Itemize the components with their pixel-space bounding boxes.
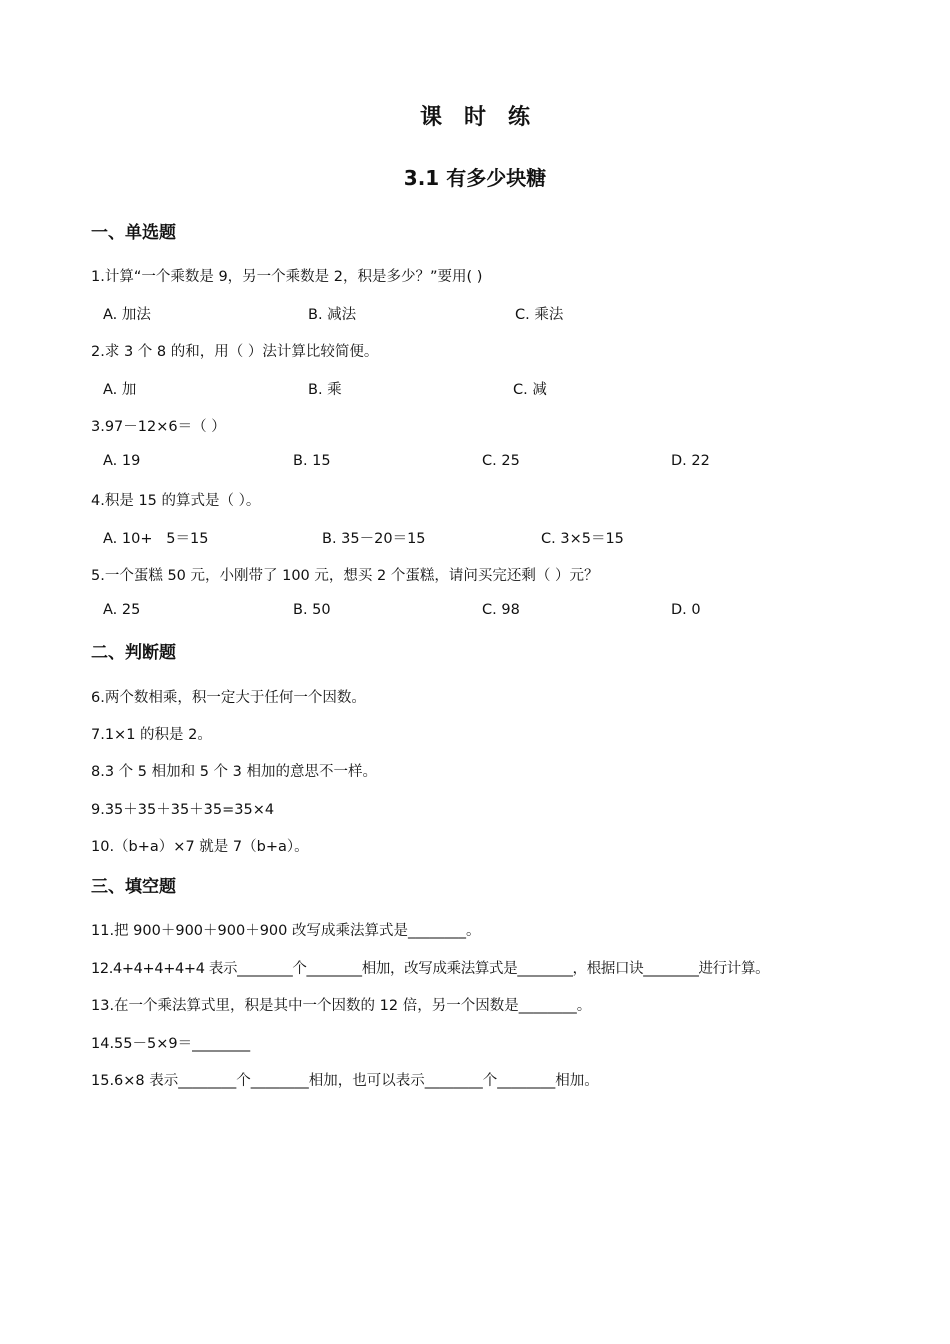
page-title: 课时练 [419, 105, 552, 130]
section-heading-fill-blank: 三、填空题 [91, 877, 176, 897]
question-4-option-a: A. 10+ 5＝15 [103, 531, 209, 547]
question-2-option-c: C. 减 [513, 382, 547, 398]
question-13: 13.在一个乘法算式里，积是其中一个因数的 12 倍，另一个因数是________。 [91, 998, 592, 1014]
question-7: 7.1×1 的积是 2。 [91, 727, 212, 743]
section-heading-true-false: 二、判断题 [91, 643, 176, 663]
question-4-option-c: C. 3×5＝15 [541, 531, 624, 547]
question-4: 4.积是 15 的算式是（ ）。 [91, 493, 261, 509]
question-1-option-b: B. 减法 [308, 307, 357, 323]
section-heading-single-choice: 一、单选题 [91, 223, 176, 243]
question-2-option-b: B. 乘 [308, 382, 342, 398]
question-3-option-b: B. 15 [293, 453, 331, 469]
question-3-option-d: D. 22 [671, 453, 710, 469]
question-5-option-b: B. 50 [293, 602, 331, 618]
question-5-option-d: D. 0 [671, 602, 701, 618]
question-8: 8.3 个 5 相加和 5 个 3 相加的意思不一样。 [91, 764, 377, 780]
question-3-option-a: A. 19 [103, 453, 141, 469]
question-6: 6.两个数相乘，积一定大于任何一个因数。 [91, 690, 366, 706]
question-4-option-b: B. 35－20＝15 [322, 531, 426, 547]
question-10: 10.（b+a）×7 就是 7（b+a）。 [91, 839, 309, 855]
question-1-option-c: C. 乘法 [515, 307, 564, 323]
question-3: 3.97－12×6＝（ ） [91, 419, 226, 435]
question-1-option-a: A. 加法 [103, 307, 151, 323]
question-9: 9.35＋35＋35＋35=35×4 [91, 802, 275, 818]
question-12: 12.4+4+4+4+4 表示________个________相加，改写成乘法算式是________，根据口诀________进行计算。 [91, 961, 770, 977]
question-1: 1.计算“一个乘数是 9，另一个乘数是 2，积是多少？”要用( ) [91, 269, 483, 285]
question-3-option-c: C. 25 [482, 453, 520, 469]
question-2-option-a: A. 加 [103, 382, 137, 398]
question-14: 14.55－5×9＝________ [91, 1036, 251, 1052]
question-2: 2.求 3 个 8 的和，用（ ）法计算比较简便。 [91, 344, 379, 360]
question-5-option-c: C. 98 [482, 602, 520, 618]
question-11: 11.把 900＋900＋900＋900 改写成乘法算式是________。 [91, 923, 481, 939]
question-15: 15.6×8 表示________个________相加，也可以表示________个________相加。 [91, 1073, 599, 1089]
question-5: 5.一个蛋糕 50 元，小刚带了 100 元，想买 2 个蛋糕，请问买完还剩（ ）元？ [91, 568, 599, 584]
question-5-option-a: A. 25 [103, 602, 141, 618]
lesson-subtitle: 3.1 有多少块糖 [403, 166, 547, 190]
